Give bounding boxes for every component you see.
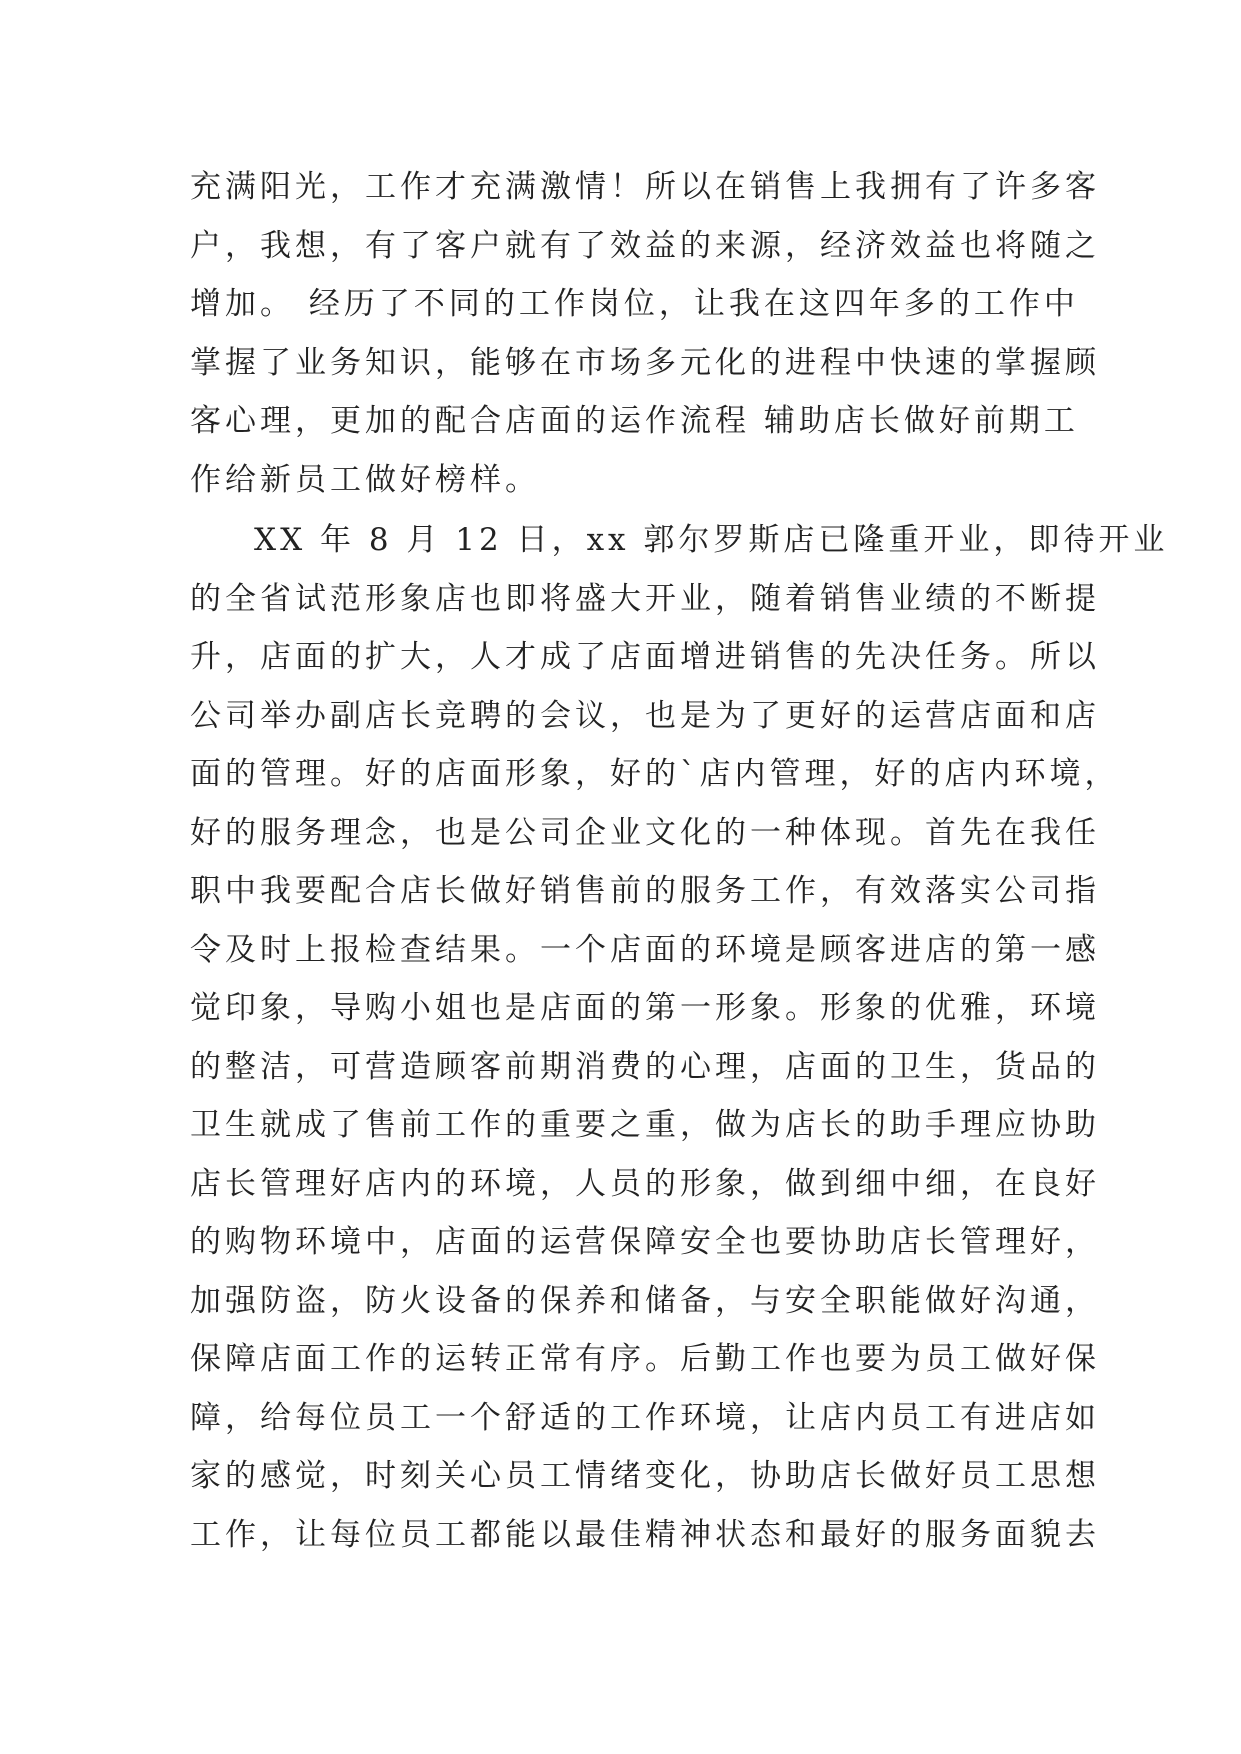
text-line: 加强防盗，防火设备的保养和储备，与安全职能做好沟通， — [190, 1282, 1100, 1319]
text-line: 的购物环境中，店面的运营保障安全也要协助店长管理好， — [190, 1224, 1100, 1260]
text-line: 升，店面的扩大，人才成了店面增进销售的先决任务。所以 — [190, 639, 1100, 675]
text-line: 作给新员工做好榜样。 — [190, 461, 540, 498]
text-line: 卫生就成了售前工作的重要之重，做为店长的助手理应协助 — [190, 1107, 1100, 1143]
text-line: 好的服务理念，也是公司企业文化的一种体现。首先在我任 — [190, 814, 1100, 851]
text-line: 职中我要配合店长做好销售前的服务工作，有效落实公司指 — [190, 873, 1100, 909]
text-line: 的全省试范形象店也即将盛大开业，随着销售业绩的不断提 — [190, 580, 1100, 617]
paragraph-2 — [190, 511, 1169, 1564]
text-line: 增加。 经历了不同的工作岗位，让我在这四年多的工作中 — [190, 286, 1079, 322]
text-line: 掌握了业务知识，能够在市场多元化的进程中快速的掌握顾 — [190, 344, 1100, 381]
text-line: 障，给每位员工一个舒适的工作环境，让店内员工有进店如 — [190, 1399, 1100, 1436]
text-line: XX 年 8 月 12 日，xx 郭尔罗斯店已隆重开业，即待开业 — [254, 522, 1169, 558]
text-line: 觉印象，导购小姐也是店面的第一形象。形象的优雅，环境 — [190, 990, 1100, 1026]
text-line: 店长管理好店内的环境，人员的形象，做到细中细，在良好 — [190, 1165, 1100, 1202]
text-line: 面的管理。好的店面形象，好的`店内管理，好的店内环境， — [190, 756, 1120, 792]
text-line: 的整洁，可营造顾客前期消费的心理，店面的卫生，货品的 — [190, 1048, 1100, 1085]
paragraph-1 — [190, 158, 1100, 509]
text-line: 保障店面工作的运转正常有序。后勤工作也要为员工做好保 — [190, 1341, 1100, 1377]
text-line: 充满阳光，工作才充满激情！所以在销售上我拥有了许多客 — [190, 169, 1100, 205]
text-line: 客心理，更加的配合店面的运作流程 辅助店长做好前期工 — [190, 403, 1079, 439]
text-line: 户，我想，有了客户就有了效益的来源，经济效益也将随之 — [190, 227, 1100, 264]
text-line: 家的感觉，时刻关心员工情绪变化，协助店长做好员工思想 — [190, 1458, 1100, 1494]
text-line: 工作，让每位员工都能以最佳精神状态和最好的服务面貌去 — [190, 1516, 1100, 1553]
text-line: 令及时上报检查结果。一个店面的环境是顾客进店的第一感 — [190, 931, 1100, 968]
text-line: 公司举办副店长竞聘的会议，也是为了更好的运营店面和店 — [190, 697, 1100, 734]
